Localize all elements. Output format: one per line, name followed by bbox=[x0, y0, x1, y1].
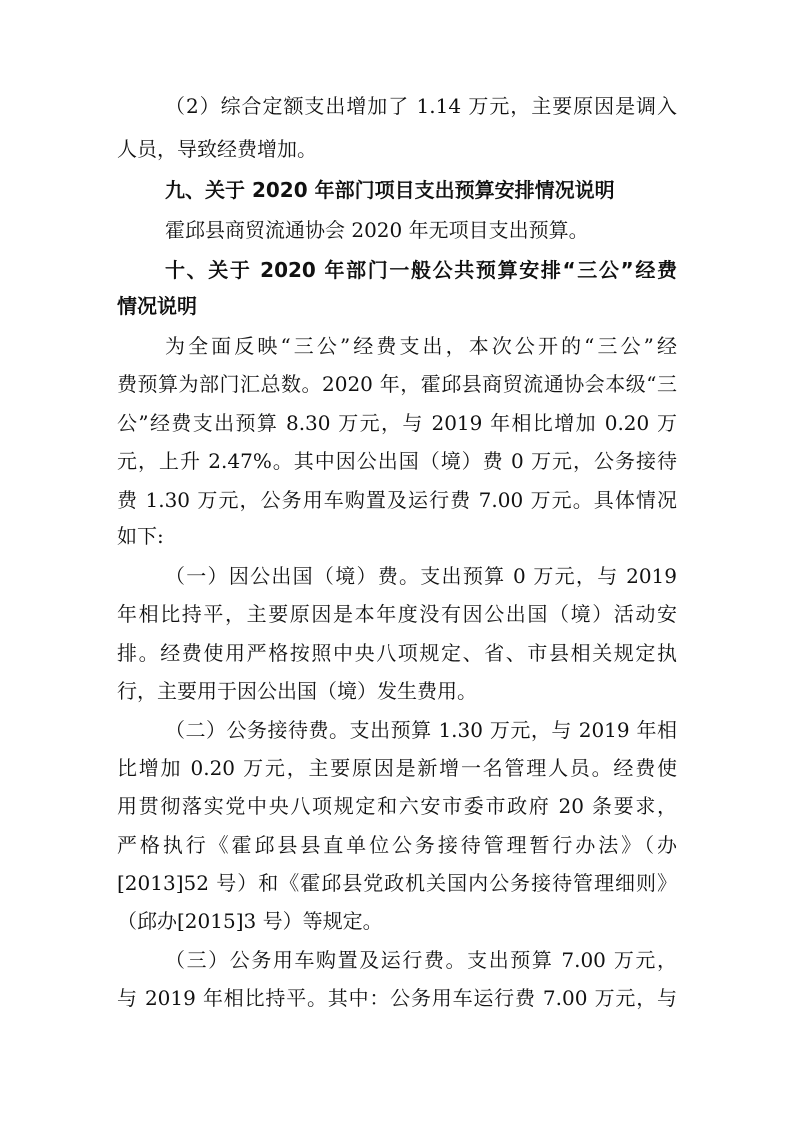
paragraph-line: （三）公务用车购置及运行费。支出预算 7.00 万元， bbox=[165, 948, 677, 972]
paragraph-line: 公”经费支出预算 8.30 万元，与 2019 年相比增加 0.20 万 bbox=[117, 411, 677, 435]
paragraph-line: 与 2019 年相比持平。其中：公务用车运行费 7.00 万元，与 bbox=[117, 986, 677, 1010]
paragraph-line: 元，上升 2.47%。其中因公出国（境）费 0 万元，公务接待 bbox=[117, 449, 677, 473]
paragraph-line: 比增加 0.20 万元，主要原因是新增一名管理人员。经费使 bbox=[117, 756, 677, 780]
paragraph-line: （一）因公出国（境）费。支出预算 0 万元，与 2019 bbox=[165, 564, 677, 588]
paragraph-line: 费 1.30 万元，公务用车购置及运行费 7.00 万元。具体情况 bbox=[117, 488, 677, 512]
paragraph-line: 年相比持平，主要原因是本年度没有因公出国（境）活动安 bbox=[117, 602, 677, 626]
section-heading: 情况说明 bbox=[117, 294, 197, 318]
section-heading: 十、关于 2020 年部门一般公共预算安排“三公”经费 bbox=[165, 258, 677, 282]
paragraph-line: 费预算为部门汇总数。2020 年，霍邱县商贸流通协会本级“三 bbox=[117, 372, 677, 396]
paragraph-line: 如下: bbox=[117, 524, 164, 548]
section-heading: 九、关于 2020 年部门项目支出预算安排情况说明 bbox=[165, 178, 615, 202]
paragraph-line: 用贯彻落实党中央八项规定和六安市委市政府 20 条要求， bbox=[117, 794, 677, 818]
paragraph-line: （邱办[2015]3 号）等规定。 bbox=[117, 909, 383, 933]
paragraph-line: 严格执行《霍邱县县直单位公务接待管理暂行办法》（办 bbox=[117, 833, 677, 857]
paragraph-line: （2）综合定额支出增加了 1.14 万元，主要原因是调入 bbox=[165, 94, 677, 118]
paragraph-line: （二）公务接待费。支出预算 1.30 万元，与 2019 年相 bbox=[165, 718, 677, 742]
paragraph-line: 霍邱县商贸流通协会 2020 年无项目支出预算。 bbox=[165, 218, 589, 242]
paragraph-line: 行，主要用于因公出国（境）发生费用。 bbox=[117, 679, 477, 703]
paragraph-line: 人员，导致经费增加。 bbox=[117, 137, 317, 161]
paragraph-line: 为全面反映“三公”经费支出，本次公开的“三公”经 bbox=[165, 334, 677, 358]
paragraph-line: [2013]52 号）和《霍邱县党政机关国内公务接待管理细则》 bbox=[117, 871, 677, 895]
paragraph-line: 排。经费使用严格按照中央八项规定、省、市县相关规定执 bbox=[117, 641, 677, 665]
